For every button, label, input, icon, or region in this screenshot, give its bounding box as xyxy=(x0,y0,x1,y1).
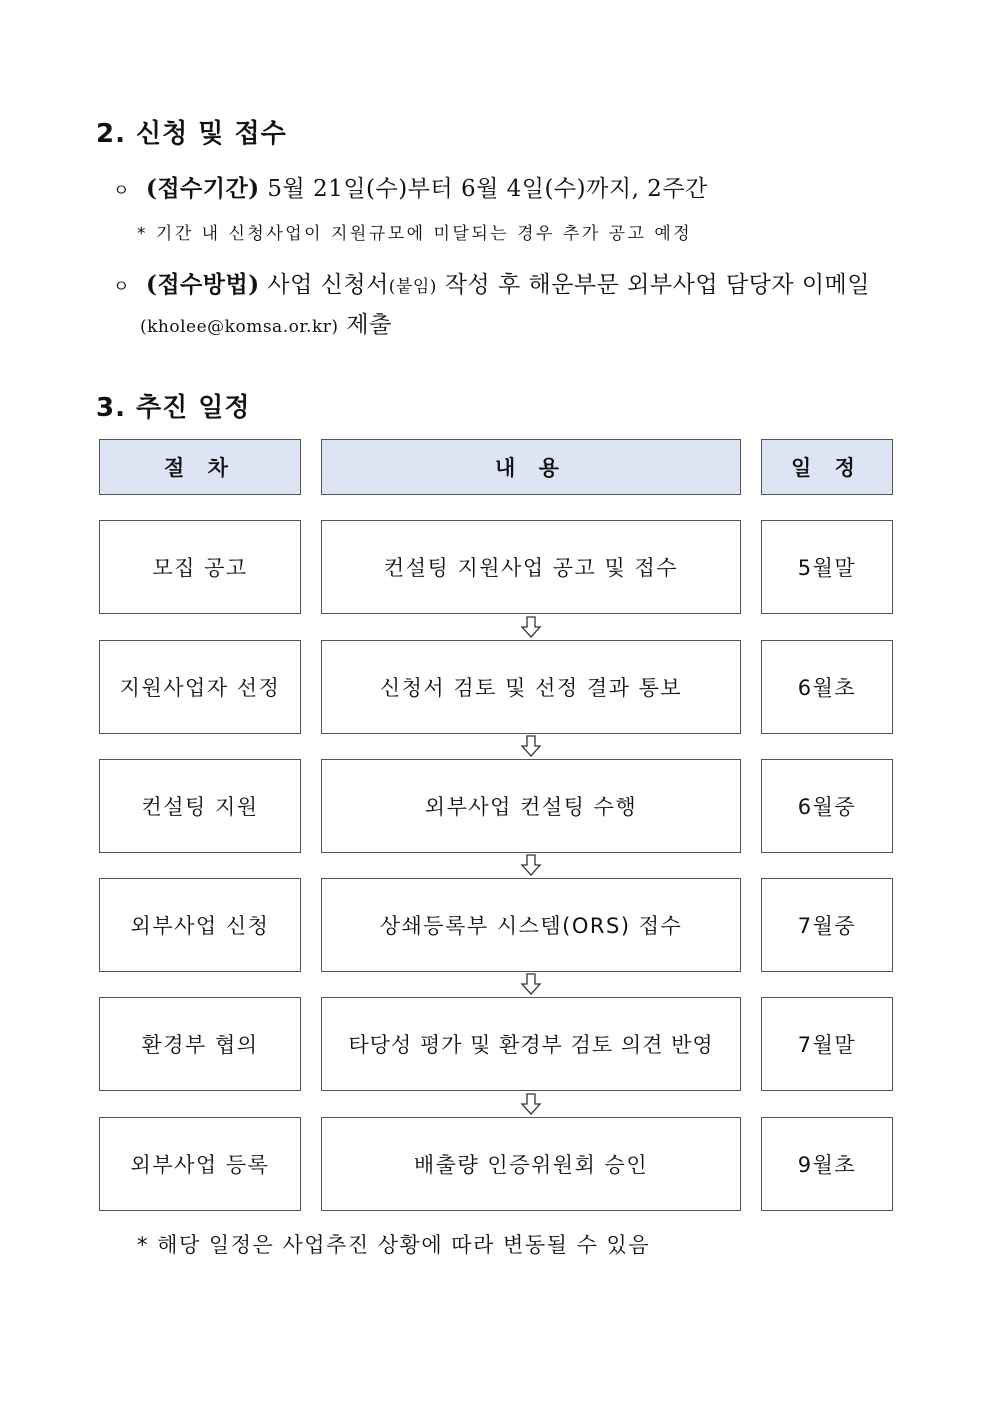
row-content: 상쇄등록부 시스템(ORS) 접수 xyxy=(321,878,741,972)
row-step: 환경부 협의 xyxy=(99,997,301,1091)
down-arrow-icon xyxy=(520,735,542,757)
row-date: 5월말 xyxy=(761,520,893,614)
row-date: 6월중 xyxy=(761,759,893,853)
row-date: 7월말 xyxy=(761,997,893,1091)
row-content: 외부사업 컨설팅 수행 xyxy=(321,759,741,853)
method-text-b: 작성 후 해운부문 외부사업 담당자 이메일 xyxy=(444,272,870,298)
down-arrow-icon xyxy=(520,973,542,995)
period-note: * 기간 내 신청사업이 지원규모에 미달되는 경우 추가 공고 예정 xyxy=(137,224,693,244)
down-arrow-icon xyxy=(520,1093,542,1115)
method-label: (접수방법) xyxy=(145,271,260,298)
row-date: 9월초 xyxy=(761,1117,893,1211)
section-2-title: 2. 신청 및 접수 xyxy=(96,119,287,149)
method-text-a: 사업 신청서 xyxy=(267,272,389,298)
row-content: 타당성 평가 및 환경부 검토 의견 반영 xyxy=(321,997,741,1091)
row-step: 지원사업자 선정 xyxy=(99,640,301,734)
row-step: 외부사업 등록 xyxy=(99,1117,301,1211)
row-date: 6월초 xyxy=(761,640,893,734)
row-step: 외부사업 신청 xyxy=(99,878,301,972)
method-text-c: 제출 xyxy=(346,312,392,338)
method-line-2 xyxy=(140,306,392,339)
down-arrow-icon xyxy=(520,854,542,876)
bullet-icon: ㅇ xyxy=(113,181,130,201)
period-text: 5월 21일(수)부터 6월 4일(수)까지, 2주간 xyxy=(267,176,708,202)
row-content: 배출량 인증위원회 승인 xyxy=(321,1117,741,1211)
header-step: 절 차 xyxy=(99,439,301,495)
row-step: 모집 공고 xyxy=(99,520,301,614)
header-content: 내 용 xyxy=(321,439,741,495)
down-arrow-icon xyxy=(520,616,542,638)
method-email: (kholee@komsa.or.kr) xyxy=(140,317,339,337)
method-line xyxy=(113,266,870,299)
period-label: (접수기간) xyxy=(145,175,260,202)
row-content: 컨설팅 지원사업 공고 및 접수 xyxy=(321,520,741,614)
method-attach: (붙임) xyxy=(388,277,437,297)
header-date: 일 정 xyxy=(761,439,893,495)
row-date: 7월중 xyxy=(761,878,893,972)
schedule-footnote: * 해당 일정은 사업추진 상황에 따라 변동될 수 있음 xyxy=(137,1233,651,1257)
row-step: 컨설팅 지원 xyxy=(99,759,301,853)
period-line xyxy=(113,170,708,203)
section-3-title: 3. 추진 일정 xyxy=(96,393,251,423)
row-content: 신청서 검토 및 선정 결과 통보 xyxy=(321,640,741,734)
bullet-icon: ㅇ xyxy=(113,277,130,297)
